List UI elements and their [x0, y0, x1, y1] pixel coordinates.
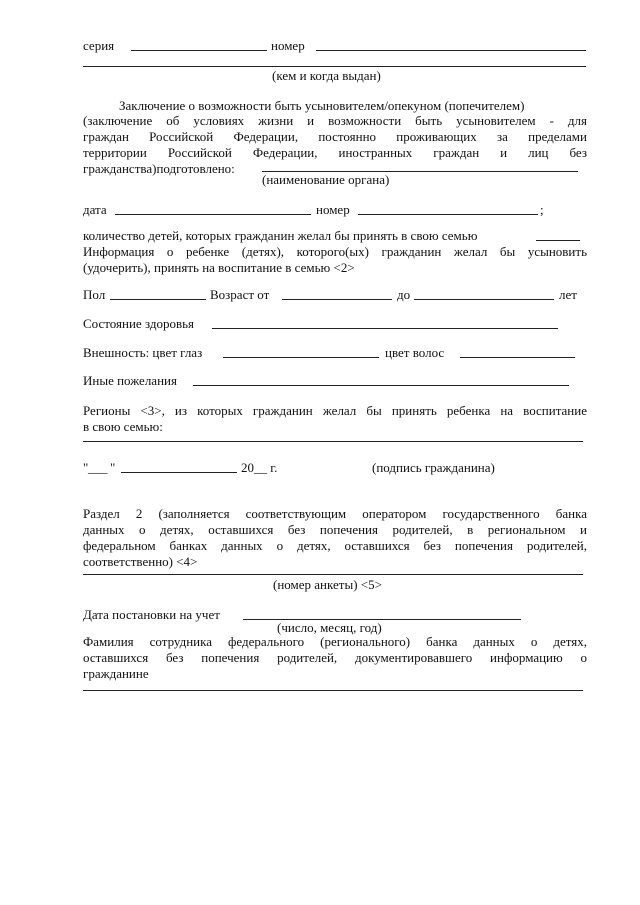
wishes-label: Иные пожелания — [83, 373, 177, 388]
form-number-caption: (номер анкеты) <5> — [273, 577, 382, 592]
section2-line: данных о детях, оставшихся без попечения родителей, в региональном и — [83, 522, 587, 537]
conclusion-line: граждан Российской Федерации, постоянно проживающих за пределами — [83, 129, 587, 144]
sex-label: Пол — [83, 287, 106, 302]
registration-label: Дата постановки на учет — [83, 607, 220, 622]
hair-color-label: цвет волос — [385, 345, 445, 360]
conclusion-line: гражданства)подготовлено: — [83, 161, 235, 176]
employee-line: гражданине — [83, 666, 149, 681]
employee-line: Фамилия сотрудника федерального (регионального) банка данных о детях, — [83, 634, 587, 649]
wishes-field[interactable] — [193, 385, 569, 386]
age-from-label: Возраст от — [210, 287, 270, 302]
conclusion-title: Заключение о возможности быть усыновителем/опекуном (попечителем) — [119, 98, 525, 113]
regions-paragraph — [83, 403, 587, 435]
conclusion-line: (заключение об условиях жизни и возможности быть усыновителем - для — [83, 113, 587, 128]
hair-color-field[interactable] — [460, 357, 575, 358]
section2-line: соответственно) <4> — [83, 554, 198, 569]
health-label: Состояние здоровья — [83, 316, 195, 331]
signature-caption: (подпись гражданина) — [372, 460, 495, 475]
employee-name-field[interactable] — [83, 690, 583, 691]
age-to-label: до — [397, 287, 411, 302]
day-field[interactable]: ___ — [88, 460, 108, 475]
children-count-label: количество детей, которых гражданин желал бы принять в свою семью — [83, 228, 478, 243]
date-label: дата — [83, 202, 107, 217]
organ-caption: (наименование органа) — [262, 172, 390, 187]
conclusion-paragraph — [83, 113, 587, 177]
sex-field[interactable] — [110, 299, 206, 300]
age-to-field[interactable] — [414, 299, 554, 300]
seria-field[interactable] — [131, 50, 267, 51]
quote-close: " — [110, 460, 116, 475]
issued-by-field[interactable] — [83, 66, 586, 67]
date-field[interactable] — [115, 214, 311, 215]
conclusion-line: территории Российской Федерации, иностранных граждан и лиц без — [83, 145, 587, 160]
employee-paragraph — [83, 634, 587, 682]
number-label: номер — [316, 202, 350, 217]
years-label: лет — [559, 287, 577, 302]
nomer-field[interactable] — [316, 50, 586, 51]
seria-label: серия — [83, 38, 115, 53]
section2-line: Раздел 2 (заполняется соответствующим оператором государственного банка — [83, 506, 587, 521]
year-label: 20__ г. — [241, 460, 278, 475]
health-field[interactable] — [212, 328, 558, 329]
section2-paragraph — [83, 506, 587, 570]
issued-caption: (кем и когда выдан) — [272, 68, 381, 83]
regions-field[interactable] — [83, 441, 583, 442]
registration-date-caption: (число, месяц, год) — [277, 620, 382, 635]
child-info-paragraph — [83, 244, 587, 276]
children-count-field[interactable] — [536, 240, 580, 241]
child-info-line: Информация о ребенке (детях), которого(ых) гражданин желал бы усыновить — [83, 244, 587, 259]
form-number-field[interactable] — [83, 574, 583, 575]
nomer-label: номер — [271, 38, 305, 53]
regions-line: Регионы <3>, из которых гражданин желал бы принять ребенка на воспитание — [83, 403, 587, 418]
section2-line: федеральном банках данных о детях, оставшихся без попечения родителей, — [83, 538, 587, 553]
eye-color-field[interactable] — [223, 357, 379, 358]
number-end: ; — [540, 202, 544, 217]
number-field[interactable] — [358, 214, 538, 215]
regions-line: в свою семью: — [83, 419, 163, 434]
child-info-line: (удочерить), принять на воспитание в семью <2> — [83, 260, 355, 275]
age-from-field[interactable] — [282, 299, 392, 300]
quote-open: " — [83, 460, 89, 475]
employee-line: оставшихся без попечения родителей, документировавшего информацию о — [83, 650, 587, 665]
month-field[interactable] — [121, 472, 237, 473]
eye-color-label: Внешность: цвет глаз — [83, 345, 203, 360]
